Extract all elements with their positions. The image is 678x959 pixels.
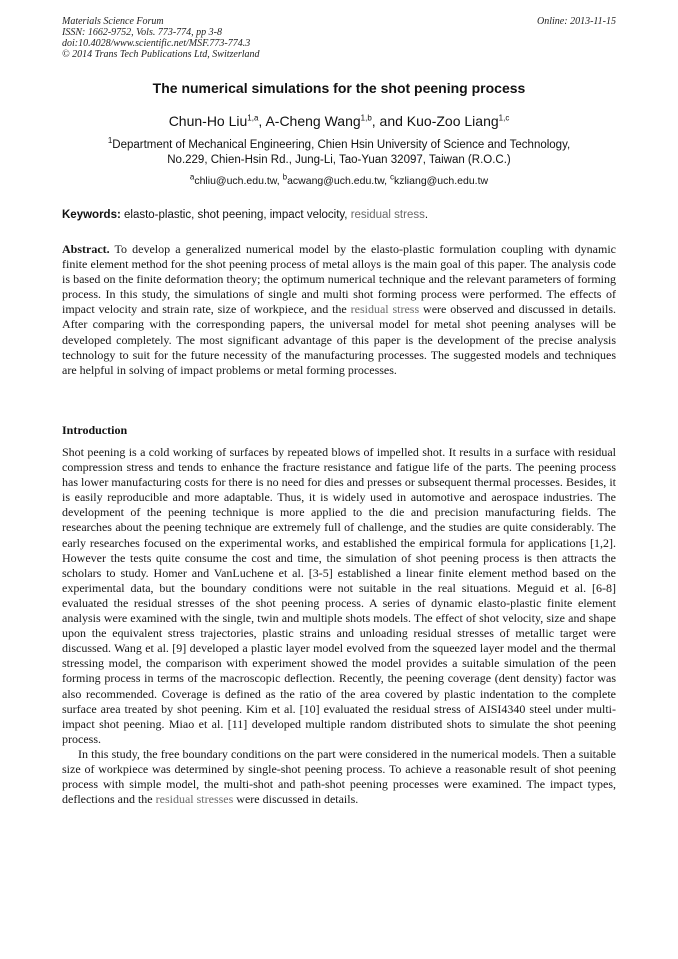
- abstract-text: To develop a generalized numerical model by the elasto-plastic formulation coupling with dynamic finite element method for the shot peening process of metal alloys is the main goal of this paper. The analysis code is based on the finite deformation theory; the optimum numerical technique and the relevant parameters of forming process. In this study, the simulations of single and multi shot forming process were performed. The effects of impact velocity and strain rate, size of workpiece, and the: [62, 242, 616, 317]
- author-name: Chun-Ho Liu: [168, 113, 248, 129]
- paper-title: The numerical simulations for the shot peening process: [152, 80, 526, 96]
- journal-name: Materials Science Forum: [62, 16, 164, 27]
- email-mark: c: [389, 172, 394, 182]
- author-name: Kuo-Zoo Liang: [406, 113, 499, 129]
- email-list: [0, 172, 678, 187]
- email-address: kzliang@uch.edu.tw: [393, 175, 489, 187]
- publication-header: [62, 16, 616, 60]
- author-affiliation-mark: 1,a: [247, 113, 259, 123]
- keyword-highlight: residual stress: [350, 209, 425, 221]
- abstract-text: were observed and discussed in details. After comparing with the corresponding papers, the universal model for metal shot peening analyses will be developed completely. The most significant advantage of this paper is the development of the precise analysis technology to suit for the future necessity of the manufacturing processes. The suggested models and techniques are helpful in solving of impact problems or metal forming processes.: [62, 302, 617, 377]
- author-separator: , and: [371, 113, 407, 129]
- online-date: Online: 2013-11-15: [537, 16, 616, 27]
- issn-line: ISSN: 1662-9752, Vols. 773-774, pp 3-8: [62, 27, 222, 38]
- paragraph-text: were discussed in details.: [233, 792, 359, 807]
- paragraph-text: In this study, the free boundary conditions on the part were considered in the numerical models. Then a suitable size of workpiece was determined by single-shot peening process. To achieve a reasonable result of shot peening process with simple model, the multi-shot and path-shot peening processes were examined. The impact types, deflections and the: [62, 746, 616, 807]
- author-affiliation-mark: 1,c: [498, 113, 510, 123]
- affiliation-line: No.229, Chien-Hsin Rd., Jung-Li, Tao-Yuan 32097, Taiwan (R.O.C.): [167, 154, 511, 166]
- keywords-label: Keywords:: [62, 209, 121, 221]
- abstract: [62, 242, 616, 378]
- author-separator: ,: [258, 113, 266, 129]
- author-name: A-Cheng Wang: [265, 113, 361, 129]
- introduction-body: [62, 445, 616, 807]
- doi-line: doi:10.4028/www.scientific.net/MSF.773-774.3: [62, 38, 251, 49]
- paragraph: [62, 747, 616, 807]
- author-affiliation-mark: 1,b: [360, 113, 372, 123]
- abstract-label: Abstract.: [62, 242, 110, 256]
- paragraph-highlight: residual stresses: [155, 792, 234, 807]
- email-address: chliu@uch.edu.tw,: [194, 175, 283, 187]
- email-mark: a: [189, 172, 195, 182]
- email-mark: b: [282, 172, 288, 182]
- keywords: [62, 209, 616, 221]
- affiliation-mark: 1: [107, 136, 113, 146]
- section-heading: Introduction: [62, 423, 128, 437]
- copyright-line: © 2014 Trans Tech Publications Ltd, Switzerland: [62, 49, 260, 60]
- paragraph: Shot peening is a cold working of surfaces by repeated blows of impelled shot. It results in a surface with residual compression stress and tends to enhance the fracture resistance and fatigue life of the parts. The peening process has lower manufacturing costs for there is no need for dies and presses or subsequent thermal processes. Besides, it is easily reproducible and more adaptable. Thus, it is widely used in automotive and aerospace industries. The development of the peening technique is more applied to the die and precision manufacturing fields. The researches about the peening technique are extremely full of challenge, and the studies are quite considerably. The early researches focused on the experimental works, and established the empirical formula for applications [1,2]. However the tests quite consume the cost and time, the simulation of shot peening process is then attracts the scholars to study. Homer and VanLuchene et al. [3-5] established a linear finite element method based on the experimental data, but the boundary conditions were not suitable in the real situations. Meguid et al. [6-8] evaluated the residual stresses of the shot peening process. A series of dynamic elasto-plastic finite element analysis were examined with the single, twin and multiple shots models. The effect of shot velocity, size and shape upon the equivalent stress trajectories, plastic strains and unloading residual stresses of metallic target were discussed. Wang et al. [9] developed a plastic layer model evolved from the squeezed layer model and the thermal stressing model, the comparison with experiment showed the model provides a suitable simulation of the peen forming process in terms of the macroscopic deflection. Recently, the peening coverage (dent density) factor was also recommended. Coverage is defined as the ratio of the area covered by plastic indentation to the complete surface area treated by shot peening. Kim et al. [10] evaluated the residual stress of AISI4340 steel under multi-impact shot peening. Miao et al. [11] developed multiple random distributed shots to simulate the shot peening process.: [62, 445, 616, 746]
- abstract-highlight: residual stress: [350, 302, 420, 317]
- email-address: acwang@uch.edu.tw,: [287, 175, 390, 187]
- keywords-end: .: [424, 209, 429, 221]
- affiliation-line: Department of Mechanical Engineering, Chien Hsin University of Science and Technology,: [112, 139, 571, 151]
- author-list: [0, 113, 678, 129]
- affiliation: [0, 138, 678, 168]
- keywords-text: elasto-plastic, shot peening, impact velocity,: [120, 209, 351, 221]
